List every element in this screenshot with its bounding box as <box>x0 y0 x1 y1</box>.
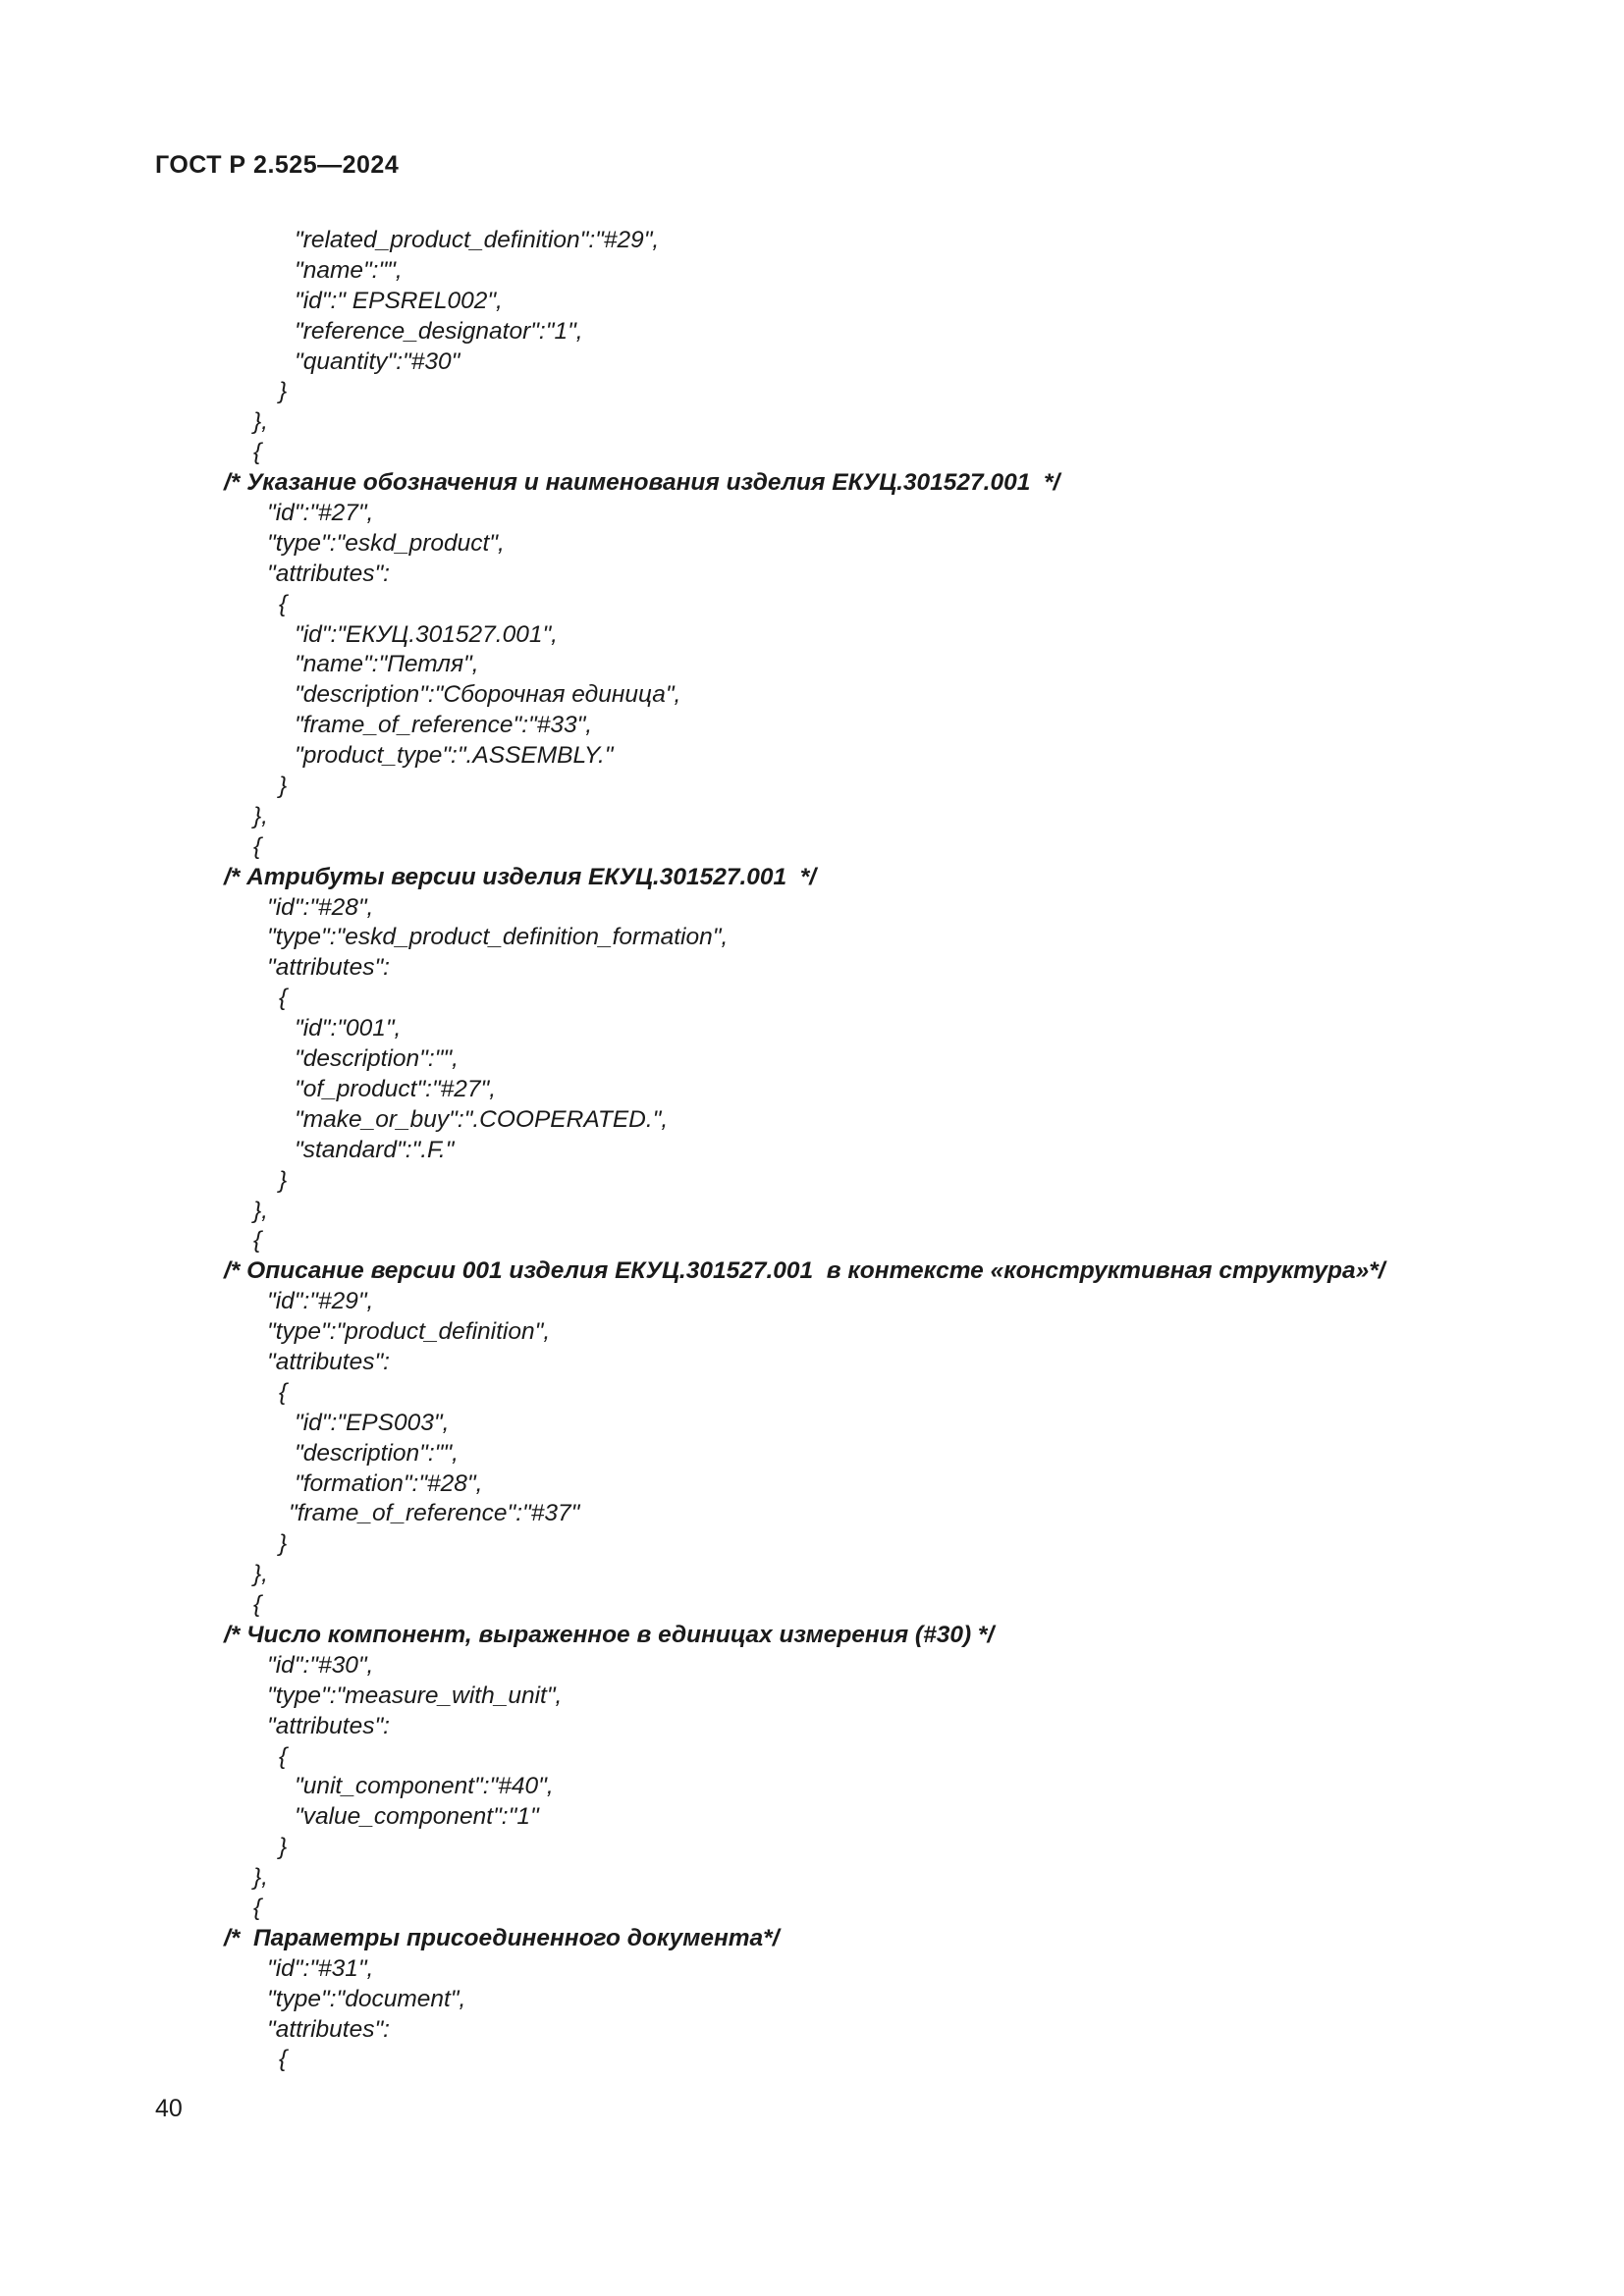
comment-text: /* Описание версии 001 изделия ЕКУЦ.301527.001 в контексте «конструктивная структура»*/ <box>224 1257 1385 1285</box>
code-text: "attributes": <box>267 560 390 587</box>
code-text: } <box>279 1834 288 1861</box>
code-text: { <box>253 1894 262 1921</box>
code-text: { <box>253 832 262 860</box>
code-line <box>0 711 1624 741</box>
code-line <box>0 529 1624 560</box>
code-text: "type":"eskd_product", <box>267 529 505 557</box>
code-comment-line <box>0 1924 1624 1954</box>
code-line <box>0 377 1624 407</box>
code-text: "id":"EPS003", <box>295 1409 450 1436</box>
code-line <box>0 620 1624 651</box>
code-line <box>0 1985 1624 2015</box>
code-line <box>0 287 1624 317</box>
code-line <box>0 1348 1624 1378</box>
code-line <box>0 256 1624 287</box>
code-text: { <box>279 2046 288 2073</box>
code-text: "frame_of_reference":"#33", <box>295 712 593 739</box>
code-text: "id":"#27", <box>267 500 374 527</box>
code-text: "description":"", <box>295 1439 459 1467</box>
code-line <box>0 1136 1624 1166</box>
code-line <box>0 1590 1624 1621</box>
code-text: }, <box>253 1197 268 1224</box>
code-line <box>0 1863 1624 1894</box>
code-text: "id":"#29", <box>267 1288 374 1315</box>
code-text: "id":"#28", <box>267 893 374 921</box>
code-line <box>0 347 1624 378</box>
code-line <box>0 2045 1624 2075</box>
code-text: "quantity":"#30" <box>295 347 460 375</box>
code-text: "name":"", <box>295 256 403 284</box>
code-line <box>0 1651 1624 1682</box>
comment-text: /* Число компонент, выраженное в единицах измерения (#30) */ <box>224 1621 995 1648</box>
code-line <box>0 590 1624 620</box>
page-number: 40 <box>155 2095 183 2122</box>
code-text: { <box>279 1742 288 1770</box>
code-line <box>0 1954 1624 1985</box>
code-text: "id":"ЕКУЦ.301527.001", <box>295 620 558 648</box>
code-text: "formation":"#28", <box>295 1469 483 1497</box>
code-line <box>0 1014 1624 1044</box>
code-line <box>0 1529 1624 1560</box>
code-text: } <box>279 378 288 405</box>
code-text: "id":"001", <box>295 1015 402 1042</box>
code-text: "make_or_buy":".COOPERATED.", <box>295 1105 669 1133</box>
code-line <box>0 1802 1624 1833</box>
code-line <box>0 438 1624 468</box>
comment-text: /* Атрибуты версии изделия ЕКУЦ.301527.001 */ <box>224 863 817 890</box>
code-line <box>0 1833 1624 1863</box>
code-line <box>0 1197 1624 1227</box>
code-text: "frame_of_reference":"#37" <box>289 1500 580 1527</box>
code-line <box>0 1075 1624 1105</box>
code-line <box>0 893 1624 924</box>
code-comment-line <box>0 863 1624 893</box>
code-text: }, <box>253 1561 268 1588</box>
code-line <box>0 1378 1624 1409</box>
code-line <box>0 499 1624 529</box>
code-line <box>0 1166 1624 1197</box>
code-text: "related_product_definition":"#29", <box>295 227 660 253</box>
comment-text: /* Указание обозначения и наименования изделия ЕКУЦ.301527.001 */ <box>224 469 1060 497</box>
code-line <box>0 953 1624 984</box>
code-text: "description":"Сборочная единица", <box>295 681 681 709</box>
code-line <box>0 650 1624 680</box>
code-text: { <box>253 1591 262 1619</box>
code-line <box>0 1105 1624 1136</box>
code-text: { <box>279 985 288 1012</box>
code-line <box>0 923 1624 953</box>
code-text: "type":"product_definition", <box>267 1318 551 1346</box>
code-line <box>0 317 1624 347</box>
code-text: "value_component":"1" <box>295 1803 539 1831</box>
code-text: } <box>279 773 288 800</box>
code-line <box>0 1560 1624 1590</box>
code-line <box>0 802 1624 832</box>
code-text: }, <box>253 1864 268 1892</box>
code-text: "of_product":"#27", <box>295 1075 497 1102</box>
code-line <box>0 1317 1624 1348</box>
code-text: "standard":".F." <box>295 1136 455 1163</box>
code-line <box>0 1772 1624 1802</box>
code-text: }, <box>253 408 268 436</box>
code-text: "description":"", <box>295 1045 459 1073</box>
code-line <box>0 1499 1624 1529</box>
code-comment-line <box>0 1256 1624 1287</box>
code-text: "name":"Петля", <box>295 651 479 678</box>
comment-text: /* Параметры присоединенного документа*/ <box>224 1924 780 1951</box>
code-text: { <box>279 590 288 617</box>
code-line <box>0 1439 1624 1469</box>
code-text: } <box>279 1166 288 1194</box>
code-text: "attributes": <box>267 1712 390 1739</box>
code-text: "attributes": <box>267 954 390 982</box>
code-line <box>0 1044 1624 1075</box>
code-text: "id":"#31", <box>267 1954 374 1982</box>
code-line <box>0 1742 1624 1773</box>
code-text: "id":"#30", <box>267 1651 374 1679</box>
code-line <box>0 2015 1624 2046</box>
code-line <box>0 1682 1624 1712</box>
code-text: "product_type":".ASSEMBLY." <box>295 742 614 770</box>
code-line <box>0 1712 1624 1742</box>
code-text: "type":"eskd_product_definition_formation", <box>267 924 729 951</box>
code-text: "reference_designator":"1", <box>295 317 583 345</box>
code-line <box>0 560 1624 590</box>
code-comment-line <box>0 468 1624 499</box>
code-line <box>0 1287 1624 1317</box>
code-listing <box>0 226 1624 2075</box>
code-line <box>0 407 1624 438</box>
code-text: { <box>279 1378 288 1406</box>
code-text: "unit_component":"#40", <box>295 1773 554 1800</box>
code-line <box>0 984 1624 1014</box>
code-line <box>0 680 1624 711</box>
code-line <box>0 1226 1624 1256</box>
code-line <box>0 832 1624 863</box>
document-header: ГОСТ Р 2.525—2024 <box>155 151 400 179</box>
code-text: { <box>253 439 262 466</box>
code-text: "type":"measure_with_unit", <box>267 1682 563 1709</box>
code-text: } <box>279 1530 288 1558</box>
code-text: "attributes": <box>267 2015 390 2043</box>
code-text: "attributes": <box>267 1348 390 1375</box>
code-line <box>0 1469 1624 1500</box>
code-line <box>0 1409 1624 1439</box>
code-line <box>0 1894 1624 1924</box>
code-text: "type":"document", <box>267 1985 466 2012</box>
code-text: { <box>253 1227 262 1255</box>
code-line <box>0 226 1624 256</box>
code-text: "id":" EPSREL002", <box>295 287 503 314</box>
code-text: }, <box>253 802 268 829</box>
code-line <box>0 772 1624 802</box>
code-comment-line <box>0 1621 1624 1651</box>
code-line <box>0 741 1624 772</box>
